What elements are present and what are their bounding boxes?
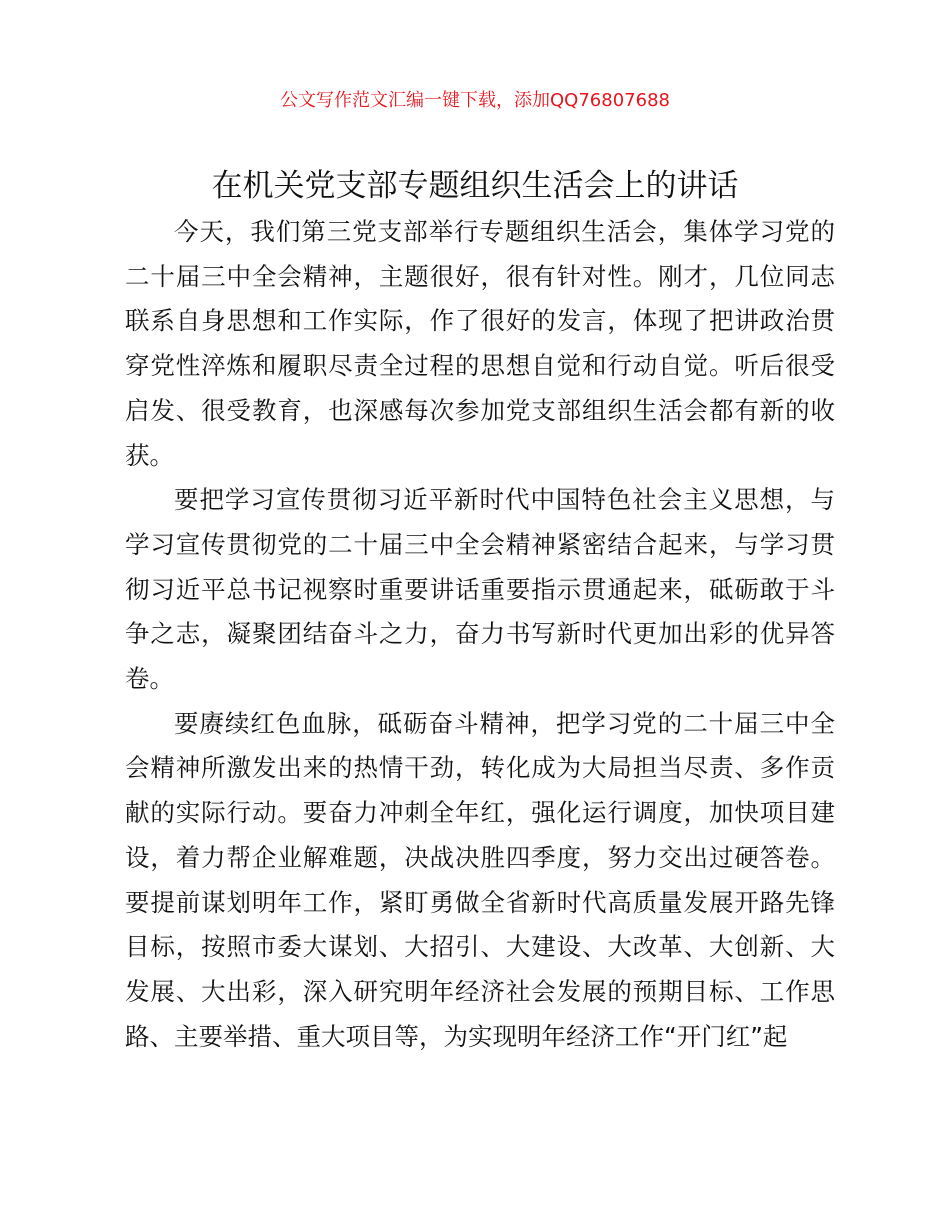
paragraph-3: 要赓续红色血脉，砥砺奋斗精神，把学习党的二十届三中全会精神所激发出来的热情干劲，转化成为大局担当尽责、多作贡献的实际行动。要奋力冲刺全年红，强化运行调度，加快项目建设，着力帮企业解难题，决战决胜四季度，努力交出过硬答卷。要提前谋划明年工作，紧盯勇做全省新时代高质量发展开路先锋目标，按照市委大谋划、大招引、大建设、大改革、大创新、大发展、大出彩，深入研究明年经济社会发展的预期目标、工作思路、主要举措、重大项目等，为实现明年经济工作“开门红”起 — [125, 708, 835, 1051]
paragraph-2: 要把学习宣传贯彻习近平新时代中国特色社会主义思想，与学习宣传贯彻党的二十届三中全会精神紧密结合起来，与学习贯彻习近平总书记视察时重要讲话重要指示贯通起来，砥砺敢于斗争之志，凝聚团结奋斗之力，奋力书写新时代更加出彩的优异答卷。 — [125, 485, 835, 694]
document-title: 在机关党支部专题组织生活会上的讲话 — [211, 168, 739, 204]
download-notice: 公文写作范文汇编一键下载，添加QQ76807688 — [280, 90, 670, 111]
paragraph-1: 今天，我们第三党支部举行专题组织生活会，集体学习党的二十届三中全会精神，主题很好，很有针对性。刚才，几位同志联系自身思想和工作实际，作了很好的发言，体现了把讲政治贯穿党性淬炼和履职尽责全过程的思想自觉和行动自觉。听后很受启发、很受教育，也深感每次参加党支部组织生活会都有新的收获。 — [125, 217, 835, 470]
document-body — [125, 210, 835, 1059]
